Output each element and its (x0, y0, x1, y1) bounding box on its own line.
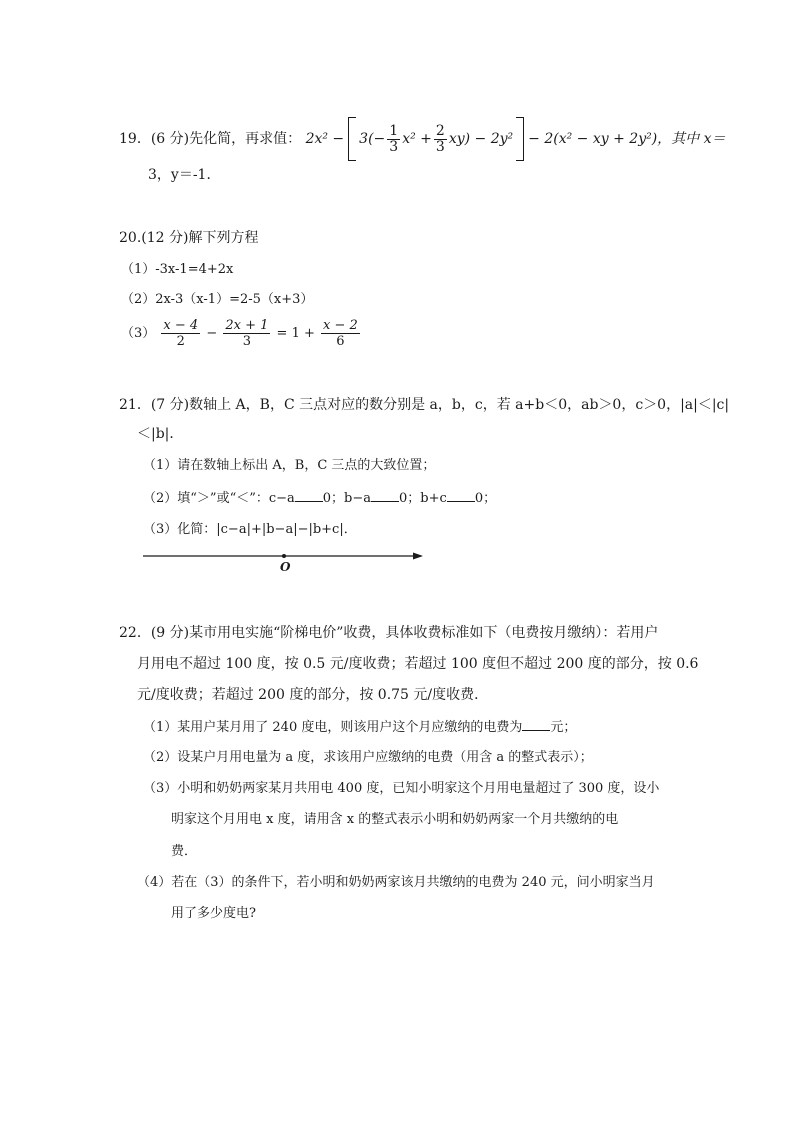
q19-expr-c: x² + (402, 131, 432, 147)
q22-part1: （1）某用户某月用了 240 度电，则该用户这个月应缴纳的电费为 元； (143, 720, 577, 735)
q22-blank[interactable] (522, 718, 550, 731)
q22-line1: 22．(9 分)某市用电实施“阶梯电价”收费，具体收费标准如下（电费按月缴纳）：若用户 (119, 625, 659, 641)
q22-part3-line3: 费． (171, 844, 198, 859)
origin-point (282, 554, 286, 558)
q22-line3: 元/度收费；若超过 200 度的部分，按 0.75 元/度收费． (137, 687, 489, 703)
q21-blank-1[interactable] (295, 489, 323, 502)
q20-part1: （1）-3x-1=4+2x (121, 262, 234, 277)
q19-expr-d: xy) − 2y² (448, 131, 514, 147)
q22-part4-line1: （4）若在（3）的条件下，若小明和奶奶两家该月共缴纳的电费为 240 元，问小明家当月 (137, 875, 655, 890)
q21-line1: 21．(7 分)数轴上 A，B，C 三点对应的数分别是 a，b，c，若 a+b＜0，ab＞0，c＞0，|a|＜|c| (119, 397, 730, 413)
q19-expr-e: − 2(x² − xy + 2y²)，其中 x＝ (528, 131, 726, 147)
q20-fraction-1: $\frac{x - 4}{2}$ (163, 318, 199, 349)
q19-expr-b: 3(− (359, 131, 386, 147)
q21-line2: ＜|b|． (137, 426, 184, 442)
q19-expr-a: 2x² − (305, 131, 345, 147)
q22-part4-line2: 用了多少度电? (171, 906, 256, 921)
q19-points: (6 分) (150, 131, 190, 147)
origin-label: O (280, 560, 291, 574)
q20-fraction-3: $\frac{x - 2}{6}$ (323, 318, 358, 349)
q20-equals: = 1 + (276, 326, 315, 341)
q20-title: 20.(12 分)解下列方程 (119, 230, 259, 246)
q19-number: 19． (119, 131, 151, 147)
number-line-arrow-icon (413, 553, 423, 560)
q20-part2: （2）2x-3（x-1）=2-5（x+3） (121, 292, 314, 307)
q19-fraction-2: $\frac{2}{3}$ (435, 122, 445, 155)
q21-part1: （1）请在数轴上标出 A，B，C 三点的大致位置； (143, 458, 436, 473)
q22-part3-line2: 明家这个月用电 x 度，请用含 x 的整式表示小明和奶奶两家一个月共缴纳的电 (171, 812, 619, 827)
q22-line2: 月用电不超过 100 度，按 0.5 元/度收费；若超过 100 度但不超过 200 度的部分，按 0.6 (137, 656, 699, 672)
q21-blank-3[interactable] (447, 489, 475, 502)
q20-fraction-2: $\frac{2x + 1}{3}$ (225, 318, 269, 349)
q21-part2: （2）填“＞”或“＜”：c−a 0；b−a 0；b+c 0； (143, 491, 497, 506)
q22-part2: （2）设某户月用电量为 a 度，求该用户应缴纳的电费（用含 a 的整式表示）； (143, 750, 593, 765)
q21-blank-2[interactable] (371, 489, 399, 502)
q19-line1 (119, 117, 726, 161)
q20-part3-label: （3） (121, 326, 156, 341)
q20-part3 (121, 318, 362, 349)
q19-lead: 先化简，再求值： (189, 131, 302, 147)
q19-left-bracket (348, 117, 356, 161)
q22-part3-line1: （3）小明和奶奶两家某月共用电 400 度，已知小明家这个月用电量超过了 300 度，设小 (143, 781, 660, 796)
q20-minus: − (206, 326, 218, 341)
number-line (138, 544, 438, 574)
q21-part3: （3）化简：|c−a|+|b−a|−|b+c|． (143, 522, 357, 537)
q19-fraction-1: $\frac{1}{3}$ (389, 122, 399, 155)
q19-right-bracket (516, 117, 524, 161)
q19-line2: 3，y＝-1． (148, 167, 221, 183)
